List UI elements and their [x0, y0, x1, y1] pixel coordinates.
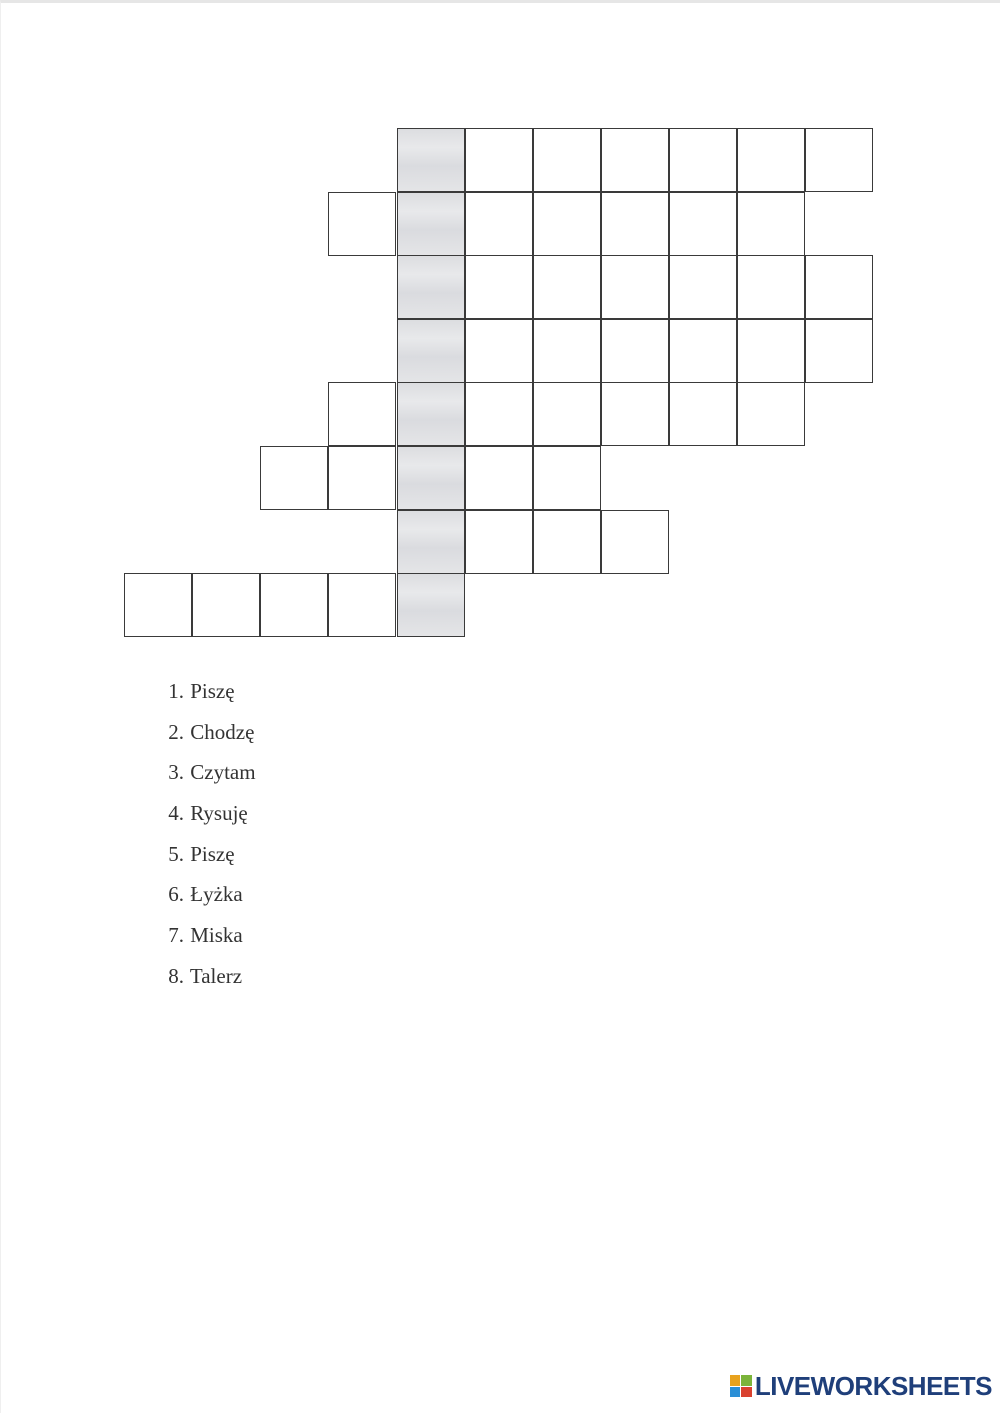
- crossword-cell[interactable]: [533, 510, 601, 574]
- crossword-cell[interactable]: [465, 382, 533, 446]
- crossword-cell[interactable]: [465, 446, 533, 510]
- clue-text: Chodzę: [185, 719, 255, 744]
- crossword-cell[interactable]: [669, 319, 737, 383]
- clue-number: 4.: [168, 801, 184, 826]
- crossword-cell[interactable]: [533, 382, 601, 446]
- crossword-cell[interactable]: [669, 382, 737, 446]
- crossword-grid: [0, 0, 1000, 700]
- solution-cell[interactable]: [397, 573, 465, 637]
- crossword-cell[interactable]: [805, 255, 873, 319]
- clue-text: Czytam: [185, 760, 256, 785]
- crossword-cell[interactable]: [601, 510, 669, 574]
- clue-item: [148, 757, 256, 798]
- crossword-cell[interactable]: [533, 192, 601, 256]
- crossword-cell[interactable]: [533, 319, 601, 383]
- crossword-cell[interactable]: [124, 573, 192, 637]
- clue-text: Miska: [185, 923, 243, 948]
- crossword-cell[interactable]: [601, 319, 669, 383]
- solution-cell[interactable]: [397, 382, 465, 446]
- crossword-cell[interactable]: [465, 510, 533, 574]
- solution-cell[interactable]: [397, 319, 465, 383]
- clue-number: 2.: [168, 719, 184, 744]
- clue-number: 7.: [168, 923, 184, 948]
- clue-text: Piszę: [185, 679, 235, 703]
- crossword-cell[interactable]: [260, 446, 328, 510]
- crossword-cell[interactable]: [601, 255, 669, 319]
- clue-item: [148, 717, 256, 758]
- clue-number: 3.: [168, 760, 184, 785]
- clue-text: Piszę: [185, 841, 235, 866]
- solution-cell[interactable]: [397, 446, 465, 510]
- clue-item: [148, 920, 256, 961]
- crossword-cell[interactable]: [669, 192, 737, 256]
- crossword-cell[interactable]: [533, 446, 601, 510]
- crossword-cell[interactable]: [601, 382, 669, 446]
- crossword-cell[interactable]: [328, 573, 396, 637]
- crossword-cell[interactable]: [601, 128, 669, 192]
- crossword-cell[interactable]: [465, 319, 533, 383]
- crossword-cell[interactable]: [465, 192, 533, 256]
- logo-mark-icon: [730, 1375, 752, 1397]
- clue-text: Talerz: [185, 963, 243, 988]
- crossword-cell[interactable]: [737, 319, 805, 383]
- solution-cell[interactable]: [397, 510, 465, 574]
- crossword-cell[interactable]: [465, 128, 533, 192]
- crossword-cell[interactable]: [805, 319, 873, 383]
- clue-item: [148, 961, 256, 1002]
- solution-cell[interactable]: [397, 128, 465, 192]
- crossword-cell[interactable]: [669, 128, 737, 192]
- clue-item: [148, 839, 256, 880]
- crossword-cell[interactable]: [328, 446, 396, 510]
- clue-text: Łyżka: [185, 882, 243, 907]
- crossword-cell[interactable]: [328, 192, 396, 256]
- crossword-cell[interactable]: [601, 192, 669, 256]
- crossword-cell[interactable]: [805, 128, 873, 192]
- clue-item: [148, 798, 256, 839]
- liveworksheets-logo: [730, 1370, 992, 1401]
- clue-number: 8.: [168, 963, 184, 988]
- crossword-cell[interactable]: [465, 255, 533, 319]
- logo-text: LIVEWORKSHEETS: [754, 1370, 992, 1401]
- clue-list: [148, 676, 256, 1002]
- solution-cell[interactable]: [397, 192, 465, 256]
- crossword-cell[interactable]: [737, 128, 805, 192]
- clue-number: 5.: [168, 841, 184, 866]
- crossword-cell[interactable]: [533, 128, 601, 192]
- clue-item: [148, 676, 256, 717]
- clue-item: [148, 879, 256, 920]
- crossword-cell[interactable]: [669, 255, 737, 319]
- crossword-cell[interactable]: [737, 255, 805, 319]
- crossword-cell[interactable]: [192, 573, 260, 637]
- crossword-cell[interactable]: [737, 192, 805, 256]
- crossword-cell[interactable]: [737, 382, 805, 446]
- crossword-cell[interactable]: [260, 573, 328, 637]
- clue-number: 6.: [168, 882, 184, 907]
- clue-text: Rysuję: [185, 801, 248, 826]
- crossword-cell[interactable]: [533, 255, 601, 319]
- crossword-cell[interactable]: [328, 382, 396, 446]
- clue-number: 1.: [168, 679, 184, 703]
- solution-cell[interactable]: [397, 255, 465, 319]
